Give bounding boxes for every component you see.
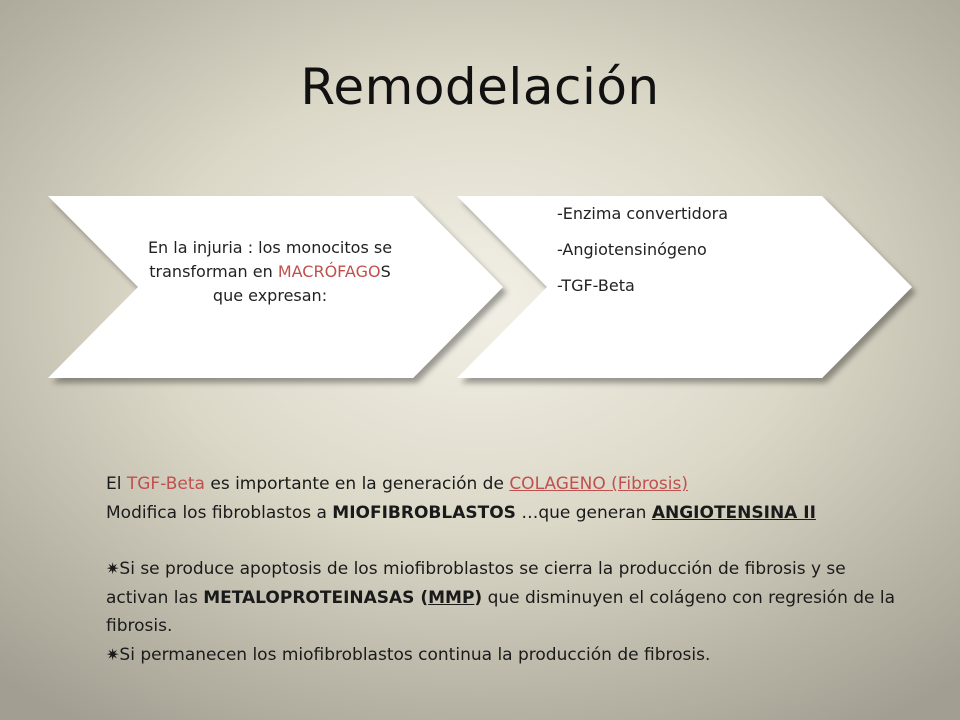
- bullet-apoptosis: [106, 555, 906, 641]
- text-span: que disminuyen el colágeno con regresión de la fibrosis.: [106, 587, 896, 636]
- body-text: [106, 470, 906, 669]
- left-box-text-part2: S que expresan:: [212, 262, 391, 305]
- left-box-text-part1: En la injuria : los monocitos se transforman en: [147, 238, 393, 281]
- paragraph-miofibroblastos: [106, 499, 906, 528]
- text-span: Si se produce apoptosis de los miofibroblastos se cierra la producción de fibrosis y se activan las: [106, 559, 846, 608]
- angiotensina-bold: ANGIOTENSINA II: [651, 502, 816, 523]
- star-bullet-icon: ✷: [106, 559, 120, 578]
- tgf-beta-highlight: TGF-Beta: [126, 474, 205, 494]
- chevron-left-text: [140, 236, 400, 308]
- paragraph-tgf: [106, 470, 906, 499]
- list-item: -Enzima convertidora: [557, 204, 729, 223]
- colageno-highlight: COLAGENO (Fibrosis): [509, 474, 688, 494]
- miofibroblastos-bold: MIOFIBROBLASTOS: [332, 502, 516, 523]
- metaloproteinasas-bold: METALOPROTEINASAS (: [203, 587, 429, 608]
- mmp-bold: MMP: [428, 587, 475, 608]
- macrofago-highlight: MACRÓFAGO: [277, 262, 381, 281]
- bullet-permanecen: [106, 641, 906, 670]
- text-span: Modifica los fibroblastos a: [106, 502, 333, 523]
- chevron-right-list: [557, 202, 817, 310]
- list-item: -TGF-Beta: [557, 276, 635, 295]
- text-span: …que generan: [515, 502, 652, 523]
- text-span: es importante en la generación de: [204, 474, 510, 494]
- slide-title: Remodelación: [300, 58, 660, 116]
- text-span: El: [106, 474, 127, 494]
- star-bullet-icon: ✷: [106, 644, 120, 664]
- text-span: ): [474, 587, 483, 608]
- text-span: Si permanecen los miofibroblastos continua la producción de fibrosis.: [119, 644, 711, 665]
- list-item: -Angiotensinógeno: [557, 240, 707, 259]
